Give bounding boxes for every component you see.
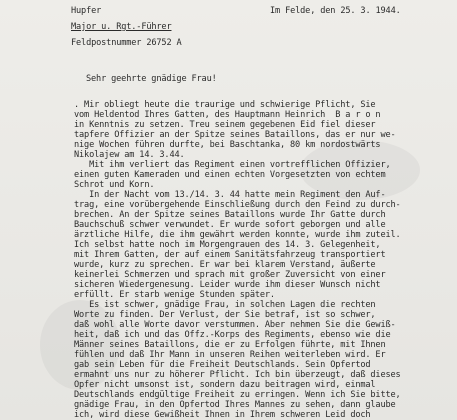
body-line: Opfer nicht umsonst ist, sondern dazu beitragen wird, einmal (74, 380, 376, 390)
body-line: erfüllt. Er starb wenige Stunden später. (74, 290, 275, 300)
body-line: Schrot und Korn. (74, 180, 155, 190)
body-line: trag, eine vorübergehende Einschließung durch den Feind zu durch- (74, 200, 401, 210)
body-line: keinerlei Schmerzen und sprach mit großer Zuversicht von einer (74, 270, 386, 280)
body-line: Nikolajew am 14. 3.44. (74, 150, 185, 160)
place-date: Im Felde, den 25. 3. 1944. (270, 6, 401, 16)
body-line: vom Heldentod Ihres Gatten, des Hauptmann Heinrich B a r o n (74, 110, 381, 120)
body-line: tapfere Offizier an der Spitze seines Bataillons, das er nur we- (74, 130, 396, 140)
body-line: Worte zu finden. Der Verlust, der Sie betraf, ist so schwer, (74, 310, 376, 320)
body-line: daß wohl alle Worte davor verstummen. Aber nehmen Sie die Gewiß- (74, 320, 396, 330)
body-line: Ich selbst hatte noch im Morgengrauen des 14. 3. Gelegenheit, (74, 240, 381, 250)
body-line: In der Nacht vom 13./14. 3. 44 hatte mein Regiment den Auf- (74, 190, 386, 200)
body-line: gab sein Leben für die Freiheit Deutschlands. Sein Opfertod (74, 360, 371, 370)
body-line: sicheren Wiedergenesung. Leider wurde ihm dieser Wunsch nicht (74, 280, 381, 290)
body-line: brechen. An der Spitze seines Bataillons wurde Ihr Gatte durch (74, 210, 386, 220)
sender-name: Hupfer (71, 6, 102, 16)
body-line: mit Ihrem Gatten, der auf einem Sanitätsfahrzeug transportiert (74, 250, 386, 260)
body-line: wurde, kurz zu sprechen. Er war bei klarem Verstand, äußerte (74, 260, 376, 270)
body-line: fühlen und daß Ihr Mann in unseren Reihen weiterleben wird. Er (74, 350, 386, 360)
body-line: Bauchschuß schwer verwundet. Er wurde sofort geborgen und alle (74, 220, 386, 230)
body-line: in Kenntnis zu setzen. Treu seinem gegebenen Eid fiel dieser (74, 120, 376, 130)
body-line: Mit ihm verliert das Regiment einen vortrefflichen Offizier, (74, 160, 391, 170)
body-line: Es ist schwer, gnädige Frau, in solchen Lagen die rechten (74, 300, 376, 310)
body-line: ermahnt uns nur zu höherer Pflicht. Ich bin überzeugt, daß dieses (74, 370, 401, 380)
sender-rank: Major u. Rgt.-Führer (71, 22, 172, 32)
body-line: ärztliche Hilfe, die ihm gewährt werden konnte, wurde ihm zuteil. (74, 230, 401, 240)
body-line: Deutschlands endgültige Freiheit zu erringen. Wenn ich Sie bitte, (74, 390, 401, 400)
body-line: nige Wochen führen durfte, bei Baschtanka, 80 km nordostwärts (74, 140, 381, 150)
body-line: gnädige Frau, in den Opfertod Ihres Mannes zu sehen, dann glaube (74, 400, 396, 410)
body-line: einen guten Kameraden und einen echten Vorgesetzten von echtem (74, 170, 386, 180)
field-post-number: Feldpostnummer 26752 A (71, 38, 182, 48)
body-line: ich, wird diese Gewißheit Ihnen in Ihrem schweren Leid doch (74, 410, 371, 420)
body-line: heit, daß ich und das Offz.-Korps des Regiments, ebenso wie die (74, 330, 391, 340)
body-line: . Mir obliegt heute die traurige und schwierige Pflicht, Sie (74, 100, 376, 110)
body-line: Männer seines Bataillons, die er zu Erfolgen führte, mit Ihnen (74, 340, 386, 350)
salutation: Sehr geehrte gnädige Frau! (86, 74, 217, 84)
